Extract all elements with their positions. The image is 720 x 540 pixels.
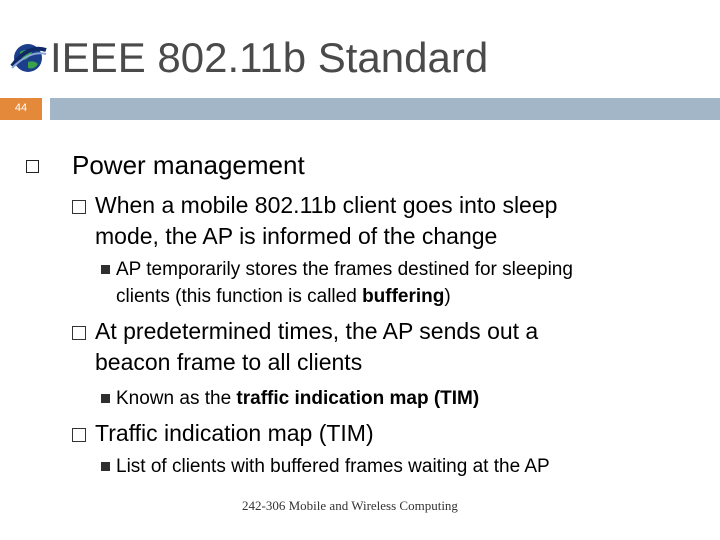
footer-text: 242-306 Mobile and Wireless Computing xyxy=(242,498,458,513)
sub-item-line: clients (this function is called buffering) xyxy=(116,286,451,307)
list-item-line: beacon frame to all clients xyxy=(95,349,363,375)
square-bullet-icon xyxy=(101,462,110,471)
heading-power-management: Power management xyxy=(72,150,305,180)
sub-item-line: AP temporarily stores the frames destined for sleeping xyxy=(116,259,573,280)
sub-list-item: Known as the traffic indication map (TIM) xyxy=(116,388,480,409)
square-bullet-icon xyxy=(101,394,110,403)
hollow-square-bullet-icon xyxy=(26,160,39,173)
list-item xyxy=(95,418,374,449)
list-item-line: mode, the AP is informed of the change xyxy=(95,223,498,249)
checkbox-bullet-icon xyxy=(70,198,92,216)
globe-logo-icon xyxy=(8,38,48,78)
list-item xyxy=(95,316,538,378)
checkbox-bullet-icon xyxy=(70,426,92,444)
square-bullet-icon xyxy=(101,265,110,274)
list-item-line: When a mobile 802.11b client goes into sleep xyxy=(95,192,558,218)
sub-list-item xyxy=(116,453,550,480)
list-item-line: Traffic indication map (TIM) xyxy=(95,420,374,446)
slide-title: IEEE 802.11b Standard xyxy=(50,34,489,81)
slide-number: 44 xyxy=(14,102,28,114)
list-item xyxy=(95,190,557,252)
sub-item-line: List of clients with buffered frames waiting at the AP xyxy=(116,456,550,477)
sub-list-item xyxy=(116,256,573,310)
title-divider-bar xyxy=(50,98,720,120)
list-item-line: At predetermined times, the AP sends out a xyxy=(95,318,539,344)
checkbox-bullet-icon xyxy=(70,324,92,342)
